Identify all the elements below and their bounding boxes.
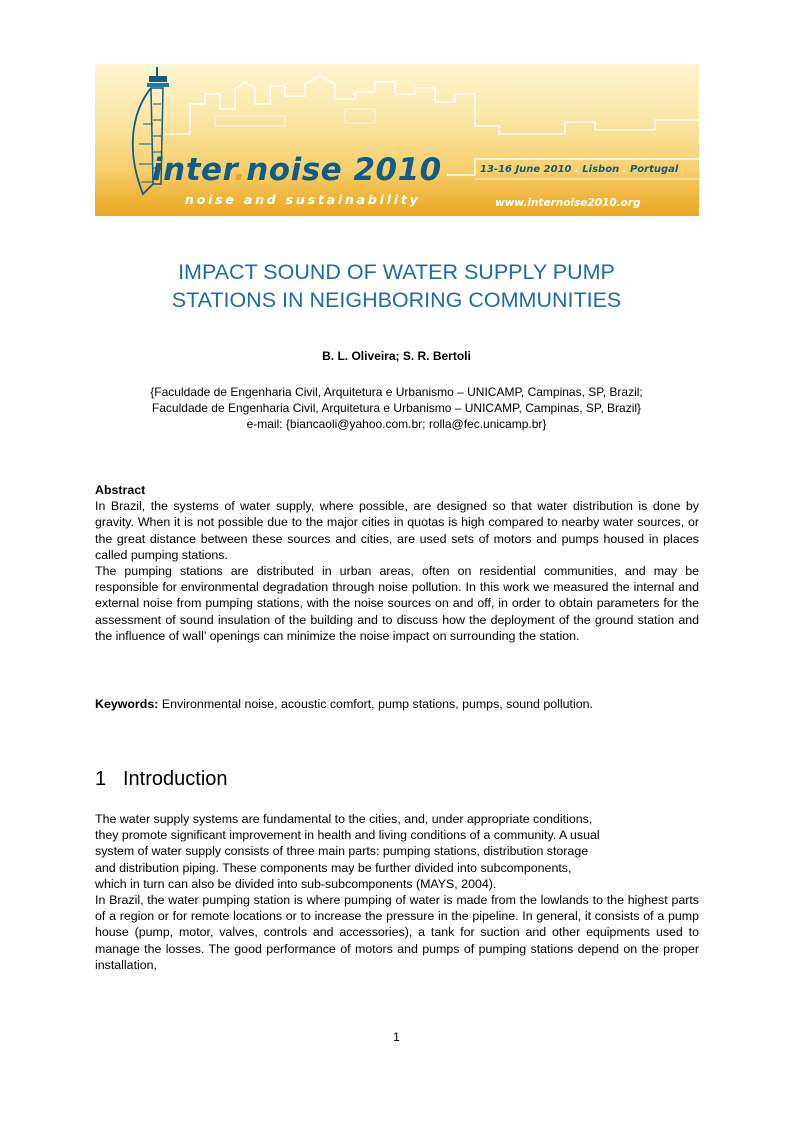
logo-text-noise: noise 2010 <box>246 152 442 188</box>
text-line: they promote significant improvement in health and living conditions of a community. A usual <box>95 828 600 843</box>
conference-date: 13-16 June 2010 <box>480 164 572 175</box>
abstract-paragraph: The pumping stations are distributed in urban areas, often on residential communities, and may be responsible for environmental degradation through noise pollution. In this work we measured the internal and external noise from pumping stations, with the noise sources on and off, in order to obtain parameters for the assessment of sound insulation of the building and to discuss how the deployment of the ground station and the influence of wall’ openings can minimize the noise impact on surrounding the station. <box>95 564 699 643</box>
section-number: 1 <box>95 768 107 790</box>
logo-text-inter: inter <box>152 152 234 188</box>
dot-separator: . <box>571 164 583 175</box>
conference-country: Portugal <box>629 164 679 175</box>
intro-paragraph <box>95 811 699 892</box>
email-line: e-mail: {biancaoli@yahoo.com.br; rolla@fec.unicamp.br} <box>246 417 547 431</box>
text-line: which in turn can also be divided into sub-subcomponents (MAYS, 2004). <box>95 876 497 891</box>
keywords-label: Keywords: <box>95 697 159 711</box>
conference-dates <box>480 164 678 175</box>
abstract-section <box>95 482 699 644</box>
text-line: system of water supply consists of three main parts: pumping stations, distribution storage <box>95 844 589 859</box>
dot-separator: . <box>619 164 630 175</box>
abstract-heading: Abstract <box>95 483 146 497</box>
affiliation-line: Faculdade de Engenharia Civil, Arquitetura e Urbanismo – UNICAMP, Campinas, SP, Brazil} <box>151 401 642 415</box>
keywords-section <box>95 696 699 712</box>
text-line: and distribution piping. These components may be further divided into subcomponents, <box>95 860 572 875</box>
conference-tagline: noise and sustainability <box>185 192 421 207</box>
keywords-text: Environmental noise, acoustic comfort, pump stations, pumps, sound pollution. <box>161 697 593 711</box>
conference-banner <box>95 64 699 216</box>
affiliation-block <box>60 384 733 432</box>
page-number: 1 <box>393 1030 400 1044</box>
logo-dot: . <box>233 152 247 188</box>
paper-title-line: IMPACT SOUND OF WATER SUPPLY PUMP <box>178 260 615 284</box>
paper-title <box>60 258 733 314</box>
affiliation-line: {Faculdade de Engenharia Civil, Arquitetura e Urbanismo – UNICAMP, Campinas, SP, Brazil; <box>150 385 643 399</box>
intro-paragraph: In Brazil, the water pumping station is where pumping of water is made from the lowlands to the highest parts of a region or for remote locations or to increase the pressure in the pipeline. In general, it consists of a pump house (pump, motor, valves, controls and accessories), a tank for suction and other equipments used to manage the losses. The good performance of motors and pumps of pumping stations depend on the proper installation, <box>95 893 699 972</box>
conference-url: www.internoise2010.org <box>495 197 641 209</box>
text-line: The water supply systems are fundamental to the cities, and, under appropriate conditions, <box>95 812 593 826</box>
paper-title-line: STATIONS IN NEIGHBORING COMMUNITIES <box>171 288 622 312</box>
section-title: Introduction <box>123 768 228 790</box>
conference-logo <box>152 152 442 188</box>
section-heading <box>95 768 228 791</box>
abstract-paragraph: In Brazil, the systems of water supply, where possible, are designed so that water distribution is done by gravity. When it is not possible due to the major cities in quotas is high compared to nearby water sources, or the great distance between these sources and cities, are used sets of motors and pumps housed in places called pumping stations. <box>95 499 699 562</box>
conference-city: Lisbon <box>582 164 620 175</box>
author-list: B. L. Oliveira; S. R. Bertoli <box>322 349 471 363</box>
